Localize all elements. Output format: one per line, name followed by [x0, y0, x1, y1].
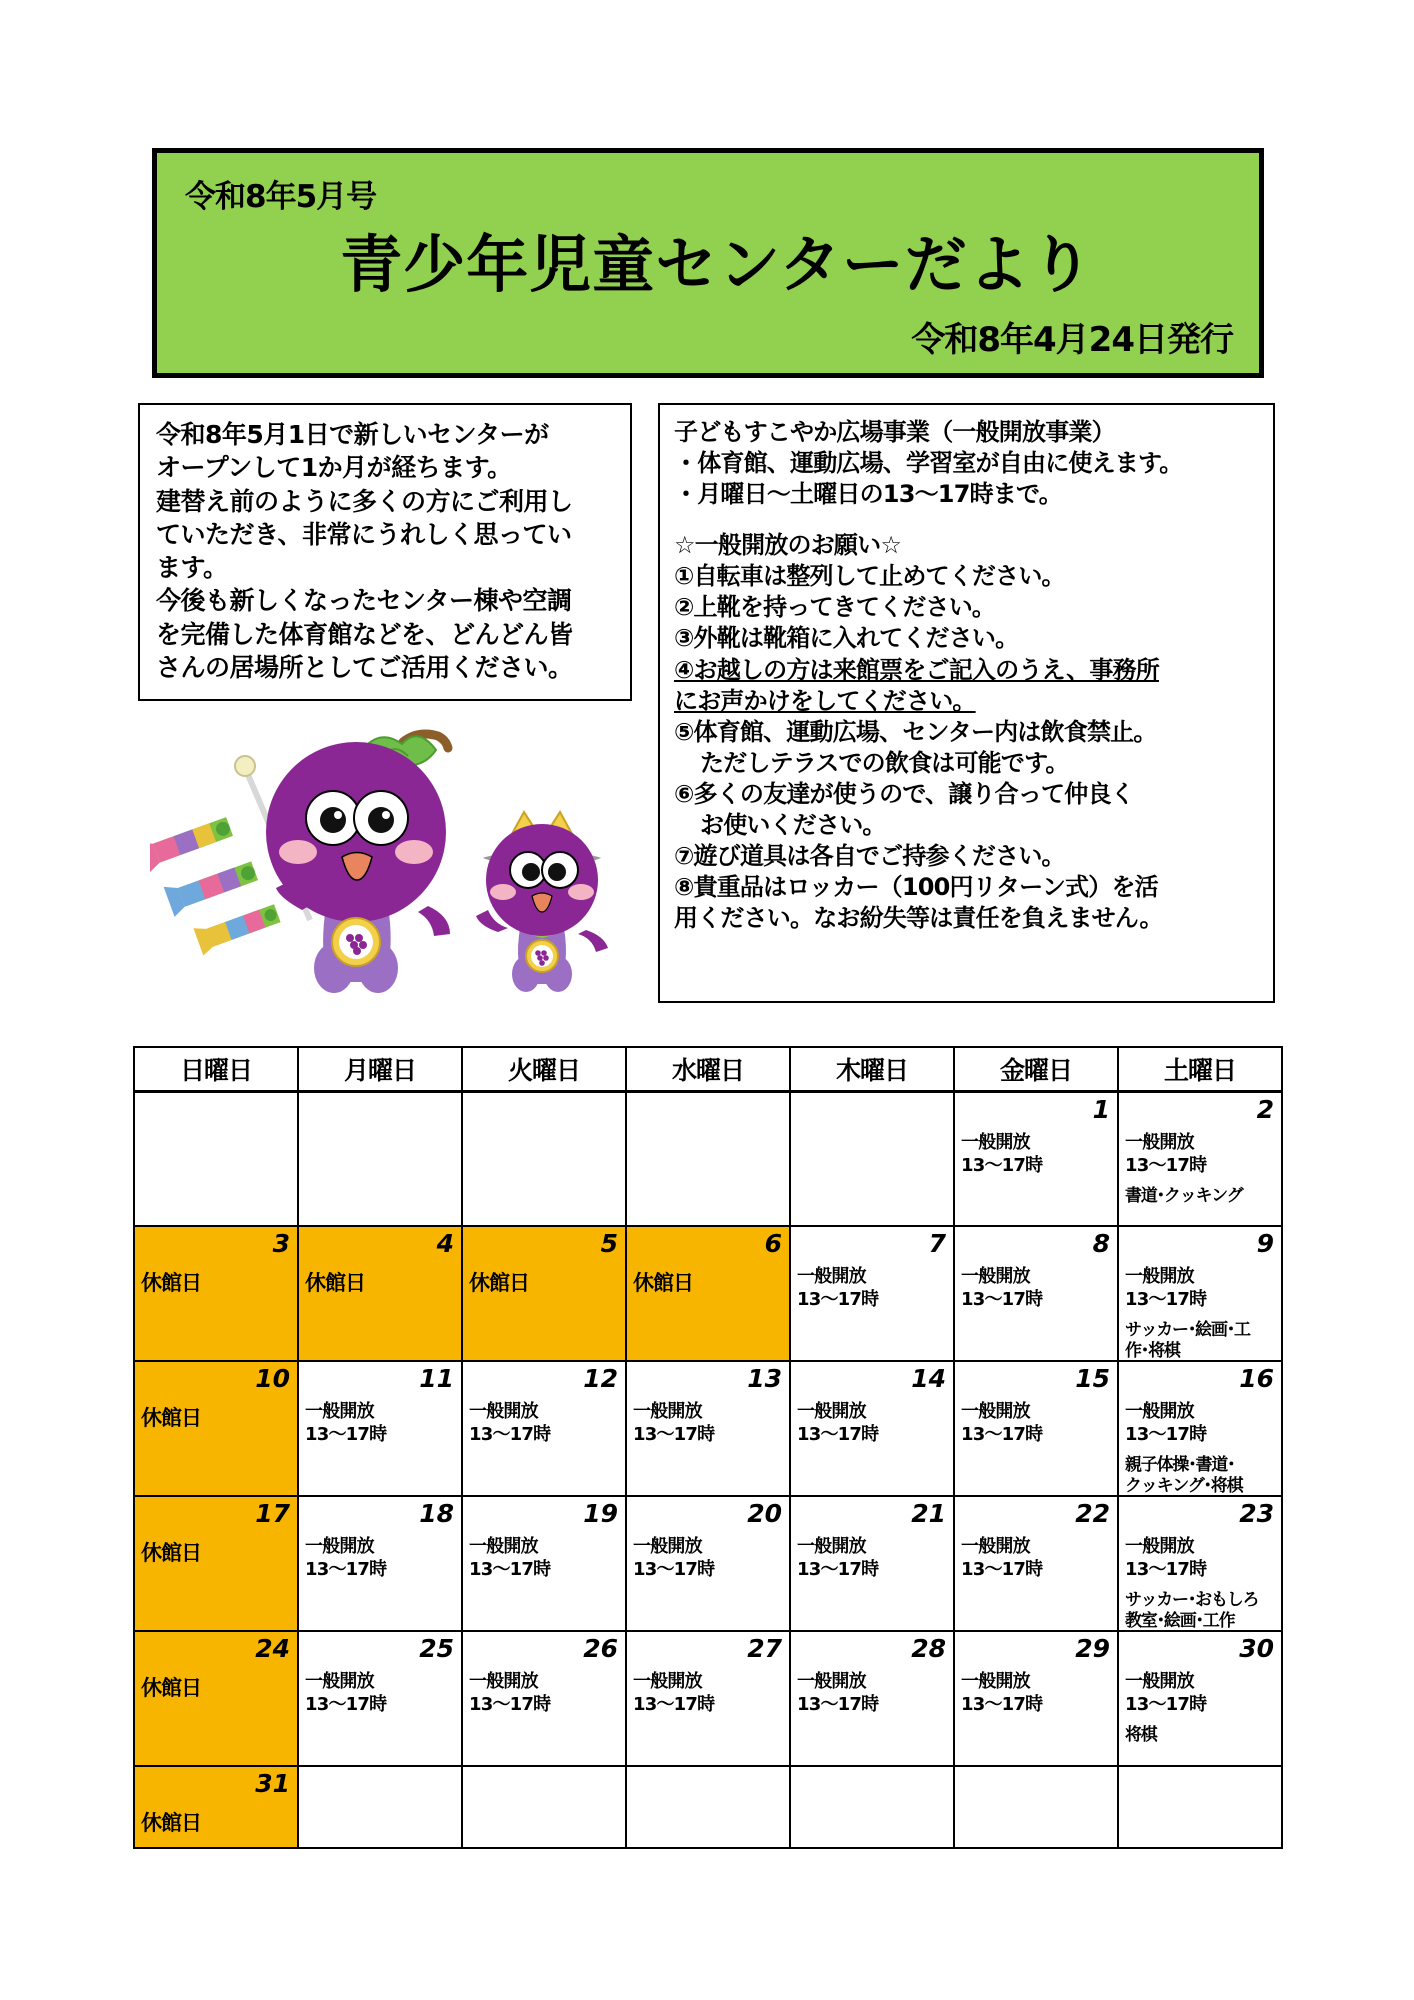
calendar-cell-body: [1125, 1265, 1277, 1362]
calendar-open-hours: 13～17時: [797, 1424, 879, 1446]
calendar-day-cell[interactable]: [462, 1226, 626, 1361]
calendar-day-cell[interactable]: [626, 1496, 790, 1631]
intro-line: 令和8年5月1日で新しいセンターが: [156, 420, 549, 449]
calendar-closed-label: 休館日: [305, 1271, 365, 1295]
calendar-cell-empty: [626, 1766, 790, 1848]
calendar-cell-body: [1125, 1535, 1277, 1632]
calendar-weekday-header: 水曜日: [626, 1047, 790, 1091]
calendar-day-cell[interactable]: [954, 1226, 1118, 1361]
calendar-week-row: [134, 1091, 1282, 1226]
calendar-open-hours: 13～17時: [961, 1694, 1043, 1716]
calendar-open-label: 一般開放: [961, 1131, 1030, 1153]
notice-item: ⑦遊び道具は各自でご持参ください。: [674, 842, 1065, 871]
calendar-day-number: 20: [747, 1499, 782, 1528]
calendar-activities: サッカー･絵画･工 作･将棋: [1125, 1320, 1250, 1361]
calendar-open-hours: 13～17時: [961, 1559, 1043, 1581]
notice-item: ⑧貴重品はロッカー（100円リターン式）を活: [674, 873, 1158, 902]
calendar-day-number: 15: [1075, 1364, 1110, 1393]
calendar-open-hours: 13～17時: [305, 1694, 387, 1716]
calendar-open-hours: 13～17時: [469, 1694, 551, 1716]
calendar-open-label: 一般開放: [1125, 1671, 1194, 1692]
calendar-day-cell[interactable]: [1118, 1091, 1282, 1226]
calendar-day-cell[interactable]: [134, 1766, 298, 1848]
calendar-open-label: 一般開放: [961, 1671, 1030, 1692]
calendar-day-number: 27: [747, 1634, 782, 1663]
notice-item: にお声かけをしてください。: [674, 686, 976, 715]
calendar-closed-label: 休館日: [469, 1271, 529, 1295]
calendar-day-cell[interactable]: [298, 1496, 462, 1631]
calendar-open-hours: 13～17時: [961, 1289, 1043, 1311]
calendar-day-number: 11: [419, 1364, 454, 1393]
notice-bullet-list: [674, 448, 1265, 510]
calendar-body: [134, 1091, 1282, 1848]
intro-line: ます。: [156, 553, 228, 582]
calendar-day-cell[interactable]: [790, 1496, 954, 1631]
calendar-open-label: 一般開放: [797, 1266, 866, 1287]
calendar-day-cell[interactable]: [626, 1226, 790, 1361]
calendar-cell-empty: [462, 1766, 626, 1848]
notice-item: お使いください。: [700, 810, 886, 839]
notice-item: ⑤体育館、運動広場、センター内は飲食禁止。: [674, 717, 1157, 746]
calendar-open-label: 一般開放: [633, 1401, 702, 1422]
calendar-open-hours: 13～17時: [305, 1424, 387, 1446]
calendar-open-hours: 13～17時: [797, 1289, 879, 1311]
calendar-cell-body: [633, 1400, 785, 1446]
calendar-cell-body: [961, 1265, 1113, 1311]
calendar-day-number: 28: [911, 1634, 946, 1663]
calendar-cell-empty: [954, 1766, 1118, 1848]
monthly-calendar: [133, 1046, 1281, 1849]
calendar-day-cell[interactable]: [954, 1361, 1118, 1496]
calendar-day-number: 8: [1092, 1229, 1110, 1258]
calendar-day-cell[interactable]: [134, 1631, 298, 1766]
calendar-cell-body: [305, 1400, 457, 1446]
calendar-weekday-header: 火曜日: [462, 1047, 626, 1091]
calendar-open-hours: 13～17時: [1125, 1289, 1207, 1311]
calendar-day-number: 21: [911, 1499, 946, 1528]
calendar-closed-label: 休館日: [141, 1541, 201, 1565]
calendar-day-cell[interactable]: [1118, 1226, 1282, 1361]
calendar-day-number: 22: [1075, 1499, 1110, 1528]
grape-mascot-large: [266, 734, 450, 993]
calendar-day-number: 25: [419, 1634, 454, 1663]
notice-bullet: ・月曜日～土曜日の13～17時まで。: [674, 480, 1062, 509]
calendar-day-number: 26: [583, 1634, 618, 1663]
calendar-closed-label: 休館日: [141, 1406, 201, 1430]
calendar-open-hours: 13～17時: [1125, 1694, 1207, 1716]
calendar-cell-body: [797, 1400, 949, 1446]
calendar-open-label: 一般開放: [1125, 1536, 1194, 1557]
intro-message-box: [138, 403, 632, 701]
calendar-day-cell[interactable]: [954, 1631, 1118, 1766]
calendar-day-cell[interactable]: [134, 1361, 298, 1496]
calendar-day-cell[interactable]: [790, 1631, 954, 1766]
calendar-cell-body: [797, 1265, 949, 1311]
calendar-week-row: [134, 1631, 1282, 1766]
intro-line: さんの居場所としてご活用ください。: [156, 652, 573, 682]
calendar-weekday-header: 日曜日: [134, 1047, 298, 1091]
calendar-open-hours: 13～17時: [1125, 1424, 1207, 1446]
mascot-illustration: [150, 720, 650, 1030]
calendar-closed-label: 休館日: [633, 1271, 693, 1295]
calendar-day-number: 14: [911, 1364, 946, 1393]
calendar-cell-body: [1125, 1131, 1277, 1207]
calendar-day-number: 10: [255, 1364, 290, 1393]
calendar-closed-label: 休館日: [141, 1676, 201, 1700]
calendar-day-number: 7: [928, 1229, 946, 1258]
intro-line: ていただき、非常にうれしく思ってい: [156, 519, 572, 549]
calendar-cell-body: [961, 1131, 1113, 1177]
calendar-day-cell[interactable]: [462, 1631, 626, 1766]
calendar-day-number: 5: [600, 1229, 618, 1258]
calendar-open-label: 一般開放: [1125, 1131, 1194, 1153]
notice-item: ①自転車は整列して止めてください。: [674, 562, 1065, 591]
calendar-day-cell[interactable]: [298, 1091, 462, 1226]
calendar-cell-body: [633, 1535, 785, 1581]
masthead-banner: [152, 148, 1264, 378]
calendar-cell-body: [469, 1535, 621, 1581]
calendar-open-label: 一般開放: [797, 1401, 866, 1422]
calendar-day-number: 16: [1239, 1364, 1274, 1393]
calendar-day-cell[interactable]: [1118, 1631, 1282, 1766]
calendar-cell-body: [961, 1670, 1113, 1716]
calendar-day-number: 4: [436, 1229, 454, 1258]
notice-item: ②上靴を持ってきてください。: [674, 593, 996, 622]
calendar-week-row: [134, 1361, 1282, 1496]
calendar-day-number: 6: [764, 1229, 782, 1258]
calendar-open-hours: 13～17時: [469, 1424, 551, 1446]
calendar-day-cell[interactable]: [1118, 1361, 1282, 1496]
calendar-day-cell[interactable]: [462, 1496, 626, 1631]
calendar-cell-body: [469, 1400, 621, 1446]
page-title: 青少年児童センターだより: [340, 228, 1094, 301]
calendar-day-number: 31: [255, 1769, 290, 1798]
notice-item: ただしテラスでの飲食は可能です。: [700, 748, 1069, 777]
calendar-open-label: 一般開放: [797, 1671, 866, 1692]
intro-line: オープンして1か月が経ちます。: [156, 453, 512, 483]
calendar-activities: 親子体操･書道･ クッキング･将棋: [1125, 1455, 1243, 1496]
calendar-cell-body: [469, 1670, 621, 1716]
calendar-day-cell[interactable]: [790, 1361, 954, 1496]
calendar-activities: サッカー･おもしろ 教室･絵画･工作: [1125, 1590, 1259, 1631]
calendar-cell-body: [1125, 1400, 1277, 1497]
calendar-week-row: [134, 1766, 1282, 1848]
calendar-cell-empty: [1118, 1766, 1282, 1848]
calendar-day-cell[interactable]: [462, 1361, 626, 1496]
calendar-open-hours: 13～17時: [797, 1559, 879, 1581]
calendar-day-number: 18: [419, 1499, 454, 1528]
calendar-day-number: 13: [747, 1364, 782, 1393]
calendar-open-label: 一般開放: [305, 1401, 374, 1422]
calendar-cell-body: [1125, 1670, 1277, 1746]
calendar-open-label: 一般開放: [961, 1536, 1030, 1557]
notice-heading: 子どもすこやか広場事業（一般開放事業）: [674, 418, 1115, 446]
calendar-day-cell[interactable]: [626, 1631, 790, 1766]
calendar-weekday-header: 土曜日: [1118, 1047, 1282, 1091]
calendar-open-hours: 13～17時: [633, 1559, 715, 1581]
calendar-weekday-header: 木曜日: [790, 1047, 954, 1091]
calendar-day-number: 23: [1239, 1499, 1274, 1528]
calendar-day-cell[interactable]: [134, 1091, 298, 1226]
calendar-cell-empty: [298, 1766, 462, 1848]
calendar-closed-label: 休館日: [141, 1811, 201, 1835]
calendar-open-hours: 13～17時: [633, 1424, 715, 1446]
calendar-day-number: 3: [272, 1229, 290, 1258]
calendar-open-hours: 13～17時: [961, 1154, 1043, 1176]
calendar-cell-empty: [790, 1766, 954, 1848]
calendar-day-number: 9: [1256, 1229, 1274, 1258]
notice-request-heading: ☆一般開放のお願い☆: [674, 531, 902, 560]
intro-message-text: [156, 418, 616, 684]
calendar-header-row: [134, 1047, 1282, 1091]
calendar-open-label: 一般開放: [469, 1671, 538, 1692]
calendar-day-cell[interactable]: [298, 1361, 462, 1496]
calendar-open-label: 一般開放: [1125, 1401, 1194, 1422]
calendar-cell-body: [961, 1400, 1113, 1446]
calendar-day-number: 19: [583, 1499, 618, 1528]
calendar-closed-label: 休館日: [141, 1271, 201, 1295]
publication-date: 令和8年4月24日発行: [911, 320, 1233, 360]
calendar-open-label: 一般開放: [633, 1536, 702, 1557]
notice-item: ③外靴は靴箱に入れてください。: [674, 624, 1019, 653]
calendar-open-hours: 13～17時: [797, 1694, 879, 1716]
calendar-table: [133, 1046, 1283, 1849]
calendar-day-cell[interactable]: [134, 1496, 298, 1631]
calendar-day-number: 12: [583, 1364, 618, 1393]
intro-line: 建替え前のように多くの方にご利用し: [156, 486, 573, 516]
calendar-open-label: 一般開放: [469, 1401, 538, 1422]
calendar-day-number: 24: [255, 1634, 290, 1663]
calendar-day-number: 30: [1239, 1634, 1274, 1663]
calendar-cell-body: [633, 1670, 785, 1716]
notice-item: ⑥多くの友達が使うので、譲り合って仲良く: [674, 779, 1134, 808]
calendar-day-cell[interactable]: [134, 1226, 298, 1361]
calendar-day-cell[interactable]: [626, 1361, 790, 1496]
calendar-day-number: 29: [1075, 1634, 1110, 1663]
calendar-day-number: 1: [1092, 1094, 1110, 1124]
notice-bullet: ・体育館、運動広場、学習室が自由に使えます。: [674, 449, 1183, 478]
calendar-open-label: 一般開放: [469, 1536, 538, 1557]
calendar-cell-body: [797, 1535, 949, 1581]
calendar-cell-body: [797, 1670, 949, 1716]
notice-numbered-list: [674, 561, 1265, 934]
calendar-activities: 将棋: [1125, 1725, 1157, 1746]
calendar-day-cell[interactable]: [790, 1226, 954, 1361]
calendar-open-hours: 13～17時: [1125, 1154, 1207, 1176]
calendar-day-cell[interactable]: [298, 1226, 462, 1361]
calendar-activities: 書道･クッキング: [1125, 1185, 1243, 1206]
intro-line: を完備した体育館などを、どんどん皆: [156, 619, 573, 649]
calendar-open-hours: 13～17時: [469, 1559, 551, 1581]
calendar-day-cell[interactable]: [1118, 1496, 1282, 1631]
calendar-day-cell[interactable]: [298, 1631, 462, 1766]
calendar-week-row: [134, 1226, 1282, 1361]
calendar-weekday-header: 月曜日: [298, 1047, 462, 1091]
grape-mascot-small: [476, 812, 608, 992]
calendar-day-number: 2: [1256, 1094, 1274, 1124]
calendar-day-cell[interactable]: [954, 1496, 1118, 1631]
open-access-notice-box: [658, 403, 1275, 1003]
notice-item: ④お越しの方は来館票をご記入のうえ、事務所: [674, 655, 1159, 684]
calendar-weekday-header: 金曜日: [954, 1047, 1118, 1091]
intro-line: 今後も新しくなったセンター棟や空調: [156, 586, 572, 616]
notice-item: 用ください。なお紛失等は責任を負えません。: [674, 904, 1163, 933]
calendar-open-hours: 13～17時: [1125, 1559, 1207, 1581]
calendar-open-label: 一般開放: [797, 1536, 866, 1557]
calendar-cell-body: [305, 1670, 457, 1716]
calendar-week-row: [134, 1496, 1282, 1631]
calendar-cell-body: [961, 1535, 1113, 1581]
calendar-open-label: 一般開放: [633, 1671, 702, 1692]
calendar-day-cell[interactable]: [954, 1091, 1118, 1226]
calendar-open-hours: 13～17時: [961, 1424, 1043, 1446]
calendar-open-hours: 13～17時: [305, 1559, 387, 1581]
calendar-open-label: 一般開放: [961, 1401, 1030, 1422]
calendar-day-cell[interactable]: [626, 1091, 790, 1226]
calendar-open-label: 一般開放: [305, 1536, 374, 1557]
issue-label: 令和8年5月号: [185, 179, 377, 215]
calendar-open-label: 一般開放: [961, 1266, 1030, 1287]
calendar-day-cell[interactable]: [790, 1091, 954, 1226]
calendar-open-hours: 13～17時: [633, 1694, 715, 1716]
calendar-day-cell[interactable]: [462, 1091, 626, 1226]
notice-spacer: [674, 510, 1265, 530]
calendar-day-number: 17: [255, 1499, 290, 1528]
calendar-open-label: 一般開放: [305, 1671, 374, 1692]
calendar-open-label: 一般開放: [1125, 1266, 1194, 1287]
calendar-cell-body: [305, 1535, 457, 1581]
